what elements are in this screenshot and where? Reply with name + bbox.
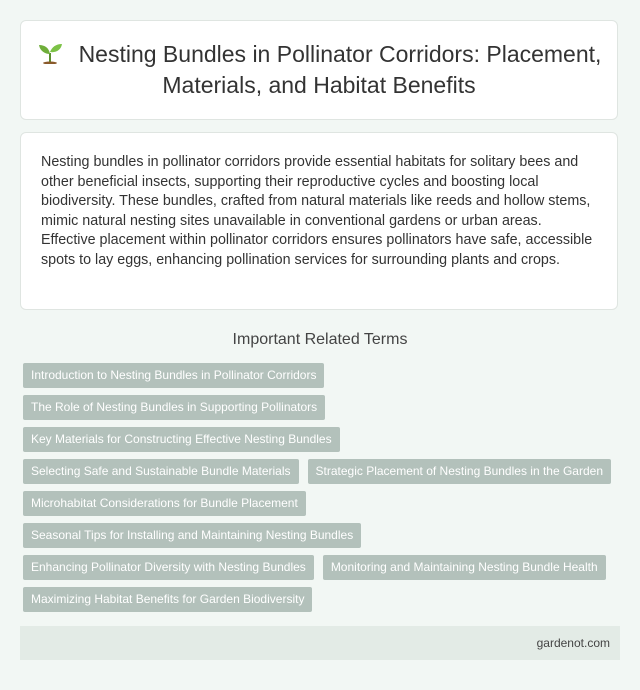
- term-tag[interactable]: Strategic Placement of Nesting Bundles in the Garden: [308, 459, 612, 484]
- related-terms-list: [23, 363, 623, 619]
- term-tag[interactable]: Monitoring and Maintaining Nesting Bundle Health: [323, 555, 606, 580]
- intro-paragraph: Nesting bundles in pollinator corridors provide essential habitats for solitary bees and other beneficial insects, supporting their reproductive cycles and boosting local biodiversity. These bundles, crafted from natural materials like reeds and hollow stems, mimic natural nesting sites unavailable in conventional gardens or urban areas. Effective placement within pollinator corridors ensures pollinators have safe, accessible spots to lay eggs, enhancing pollination services for surrounding plants and crops.: [41, 154, 593, 268]
- term-tag[interactable]: Selecting Safe and Sustainable Bundle Materials: [23, 459, 299, 484]
- footer-site-link[interactable]: gardenot.com: [536, 636, 610, 650]
- term-tag[interactable]: Seasonal Tips for Installing and Maintaining Nesting Bundles: [23, 523, 361, 548]
- footer: [20, 626, 620, 660]
- page-title: [21, 39, 617, 101]
- term-tag[interactable]: The Role of Nesting Bundles in Supporting Pollinators: [23, 395, 325, 420]
- page-title-text: Nesting Bundles in Pollinator Corridors: Placement, Materials, and Habitat Benefits: [78, 41, 602, 98]
- term-tag[interactable]: Introduction to Nesting Bundles in Pollinator Corridors: [23, 363, 324, 388]
- title-card: [20, 20, 618, 120]
- related-terms-heading: Important Related Terms: [232, 331, 408, 348]
- term-tag[interactable]: Microhabitat Considerations for Bundle Placement: [23, 491, 306, 516]
- sprout-icon: [37, 42, 63, 64]
- term-tag[interactable]: Maximizing Habitat Benefits for Garden Biodiversity: [23, 587, 312, 612]
- term-tag[interactable]: Key Materials for Constructing Effective Nesting Bundles: [23, 427, 340, 452]
- term-tag[interactable]: Enhancing Pollinator Diversity with Nesting Bundles: [23, 555, 314, 580]
- intro-card: [20, 132, 618, 310]
